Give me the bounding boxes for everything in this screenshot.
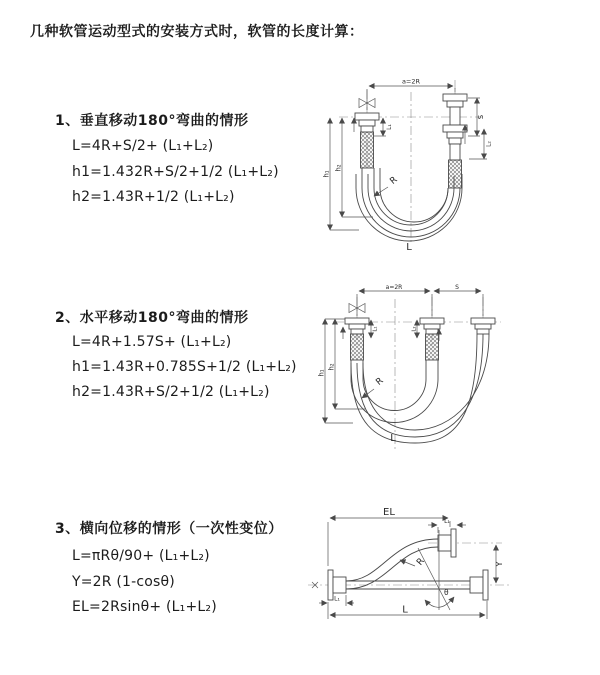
braided-hose-section [361,132,374,168]
dim-label-l2: L₁ [444,518,450,525]
braided-hose-section [449,160,462,188]
diagram-vertical-180-bend [305,70,595,255]
hose-u-bends [351,334,489,443]
dim-label-l1: L₁ [334,595,340,603]
dim-label-h1: h₁ [322,170,331,178]
radius-label: R [388,175,400,187]
dim-l1-bottom [319,595,354,606]
radius-label: R [374,376,386,388]
dim-label-a2r: a=2R [385,283,403,291]
hose-u-bend [356,168,462,241]
dim-h1 [323,118,360,230]
dim-label-l1: L₁ [386,124,393,130]
section2-formula-h2: h2=1.43R+S/2+1/2 (L₁+L₂) [72,384,270,400]
section2-formula-h1: h1=1.43R+0.785S+1/2 (L₁+L₂) [72,359,297,375]
dim-l1-top [428,518,466,533]
dim-label-l2: L₂ [485,141,493,147]
section2-heading: 2、水平移动180°弯曲的情形 [55,310,249,326]
pipe-fitting-left [355,113,379,168]
dim-l1 [373,118,393,136]
dim-label-h2: h₂ [327,363,336,371]
dim-label-h1: h₁ [317,369,326,377]
section3-formula-EL: EL=2Rsinθ+ (L₁+L₂) [72,599,217,615]
section2-formula-L: L=4R+1.57S+ (L₁+L₂) [72,334,232,350]
pipe-fitting-right [443,94,467,188]
dim-el [328,507,450,566]
section3-formula-L: L=πRθ/90+ (L₁+L₂) [72,548,210,564]
braided-hose-section [426,334,439,360]
page-title: 几种软管运动型式的安装方式时，软管的长度计算： [30,24,364,40]
section1-heading: 1、垂直移动180°弯曲的情形 [55,113,249,129]
dim-label-s: S [477,114,485,120]
dim-label-l2: L₂ [411,326,418,332]
section3-heading: 3、横向位移的情形（一次性变位） [55,521,283,537]
diagram-lateral-displacement [300,500,600,640]
dim-label-a2r: a=2R [401,77,421,86]
dim-label-el: EL [383,507,395,518]
diagram-horizontal-180-bend [305,283,600,455]
dim-y [495,545,504,583]
braided-hose-section [351,334,364,360]
dim-label-s: S [455,283,459,291]
flange-right [470,570,488,600]
section1-formula-h2: h2=1.43R+1/2 (L₁+L₂) [72,189,235,205]
pipe-fitting-left [345,318,369,360]
radius-callout [374,175,400,196]
dim-l1 [371,320,379,338]
pipe-fitting-middle [420,318,444,360]
pipe-fitting-right [471,318,495,334]
flange-displaced [438,529,456,557]
dim-label-y: Y [495,561,504,567]
section3-formula-Y: Y=2R (1-cosθ) [72,574,175,590]
dim-l [328,601,487,619]
dim-label-l1: L₁ [372,326,379,332]
dim-label-h2: h₂ [334,164,343,172]
dim-a2r [357,284,432,316]
length-label: L [390,433,396,444]
dim-l2 [469,129,493,159]
angle-label: θ [444,588,449,597]
dim-l2 [412,320,418,338]
dim-s [434,284,483,316]
section1-formula-L: L=4R+S/2+ (L₁+L₂) [72,138,214,154]
length-label: L [406,242,412,253]
radius-label: R [415,556,427,568]
dim-label-l: L [402,604,408,616]
section1-formula-h1: h1=1.432R+S/2+1/2 (L₁+L₂) [72,164,279,180]
